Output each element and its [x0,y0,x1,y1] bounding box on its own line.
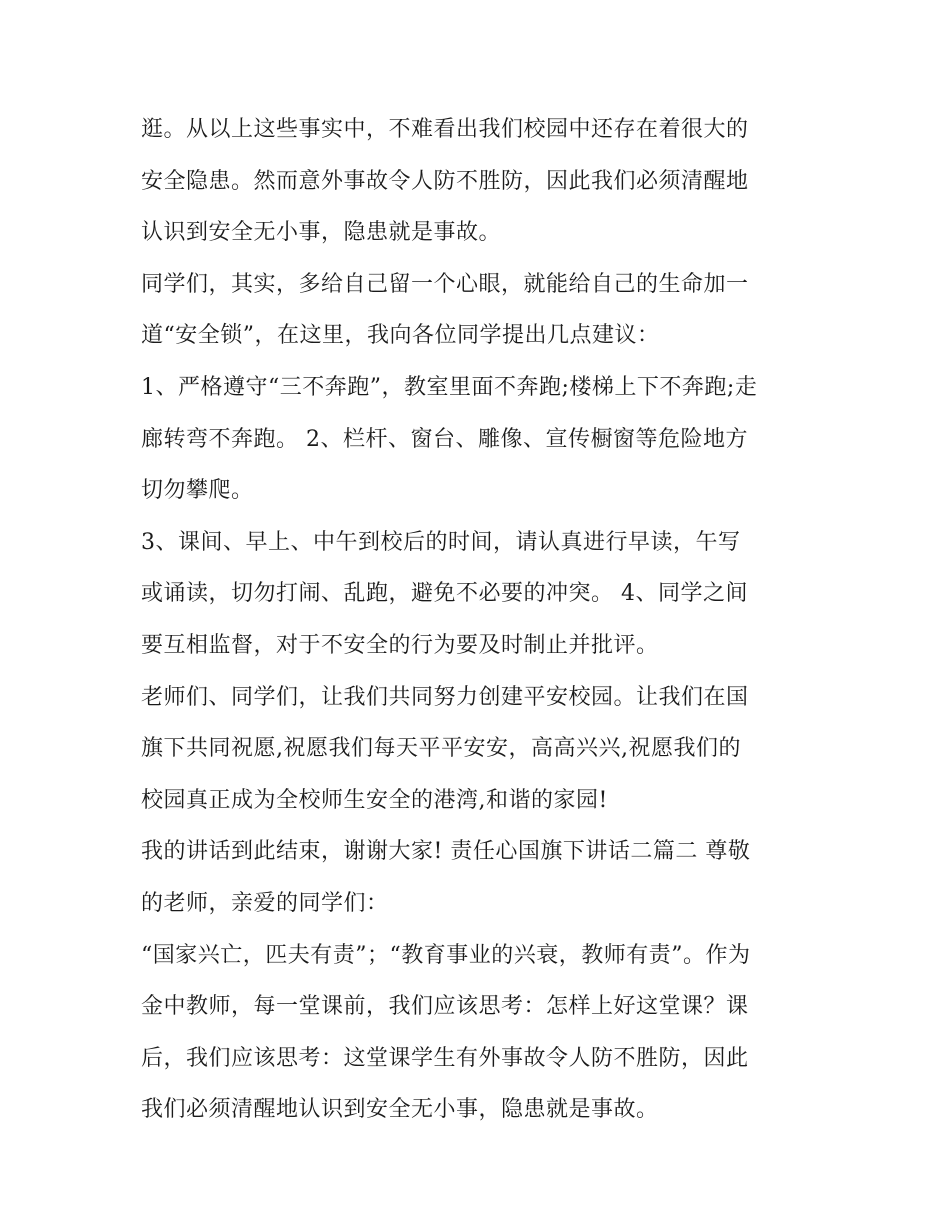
text-line: 同学们，其实，多给自己留一个心眼，就能给自己的生命加一 [141,271,749,297]
text-line: 廊转弯不奔跑。 2、栏杆、窗台、雕像、宣传橱窗等危险地方 [141,426,748,452]
text-line: 安全隐患。然而意外事故令人防不胜防，因此我们必须清醒地 [141,168,749,194]
text-line: 逛。从以上这些事实中，不难看出我们校园中还存在着很大的 [141,117,749,142]
text-line: 后，我们应该思考：这堂课学生有外事故令人防不胜防，因此 [141,1045,749,1071]
text-line: 要互相监督，对于不安全的行为要及时制止并批评。 [141,632,659,658]
text-line: 道“安全锁”，在这里，我向各位同学提出几点建议： [141,323,660,349]
text-line: 金中教师，每一堂课前，我们应该思考：怎样上好这堂课？课 [141,994,749,1020]
text-line: “国家兴亡，匹夫有责”；“教育事业的兴衰，教师有责”。作为 [141,942,751,968]
text-line: 3、课间、早上、中午到校后的时间，请认真进行早读，午写 [141,529,741,555]
text-line: 1、严格遵守“三不奔跑”，教室里面不奔跑;楼梯上下不奔跑;走 [141,374,758,400]
text-line: 我的讲话到此结束，谢谢大家! 责任心国旗下讲话二篇二 尊敬 [141,839,751,865]
text-line: 认识到安全无小事，隐患就是事故。 [141,220,502,246]
text-line: 的老师，亲爱的同学们： [141,890,389,916]
document-body [141,104,821,1136]
text-line: 旗下共同祝愿,祝愿我们每天平平安安，高高兴兴,祝愿我们的 [141,736,741,762]
text-line: 或诵读，切勿打闹、乱跑，避免不必要的冲突。 4、同学之间 [141,581,748,607]
text-line: 切勿攀爬。 [141,478,254,504]
text-line: 校园真正成为全校师生安全的港湾,和谐的家园! [141,787,608,813]
text-line: 老师们、同学们，让我们共同努力创建平安校园。让我们在国 [141,684,749,710]
text-line: 我们必须清醒地认识到安全无小事，隐患就是事故。 [141,1097,659,1123]
